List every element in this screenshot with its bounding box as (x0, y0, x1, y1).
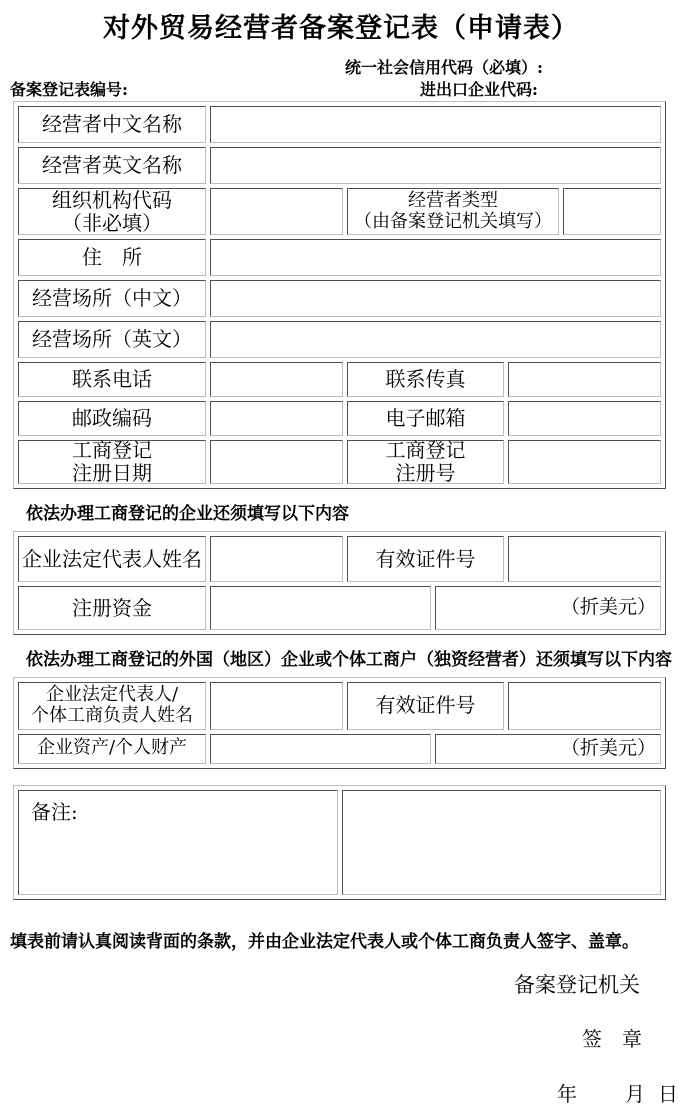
org-code-field[interactable] (210, 188, 343, 235)
legal-rep-name-label: 企业法定代表人姓名 (18, 536, 206, 582)
main-info-table (13, 101, 666, 489)
operator-cn-name-field[interactable] (210, 106, 661, 143)
org-code-label: 组织机构代码 （非必填） (18, 188, 206, 235)
id-number-field[interactable] (508, 536, 661, 582)
table-row (18, 734, 661, 764)
table-row (18, 106, 661, 143)
foreign-id-number-field[interactable] (508, 682, 661, 730)
registered-capital-label: 注册资金 (18, 586, 206, 630)
email-field[interactable] (508, 401, 661, 436)
assets-label: 企业资产/个人财产 (18, 734, 206, 764)
table-row (18, 536, 661, 582)
rep-or-owner-name-label: 企业法定代表人/ 个体工商负责人姓名 (18, 682, 206, 730)
rep-or-owner-name-field[interactable] (210, 682, 343, 730)
id-number-label: 有效证件号 (347, 536, 504, 582)
email-label: 电子邮箱 (347, 401, 504, 436)
address-label: 住 所 (18, 239, 206, 276)
operator-en-name-label: 经营者英文名称 (18, 147, 206, 184)
signature-seal-label: 签 章 (582, 1027, 642, 1052)
postcode-field[interactable] (210, 401, 343, 436)
reg-no-label: 工商登记 注册号 (347, 440, 504, 484)
table-row (18, 321, 661, 358)
enterprise-table (13, 531, 666, 635)
header-credit-code-row (0, 55, 682, 77)
premises-cn-field[interactable] (210, 280, 661, 317)
remarks-label: 备注: (31, 799, 78, 824)
remarks-table (13, 785, 666, 900)
fax-field[interactable] (508, 362, 661, 397)
capital-usd-field[interactable]: （折美元） (435, 586, 661, 630)
table-row (18, 147, 661, 184)
reg-date-field[interactable] (210, 440, 343, 484)
table-row (18, 188, 661, 235)
table-row (18, 586, 661, 630)
registration-form-page (0, 6, 682, 1107)
month-label: 月 (625, 1082, 645, 1107)
foreign-table (13, 677, 666, 769)
unified-credit-code-label: 统一社会信用代码（必填）: (345, 58, 543, 77)
day-label: 日 (658, 1082, 678, 1107)
postcode-label: 邮政编码 (18, 401, 206, 436)
page-title: 对外贸易经营者备案登记表（申请表） (103, 13, 579, 44)
foreign-section-heading: 依法办理工商登记的外国（地区）企业或个体工商户（独资经营者）还须填写以下内容 (26, 650, 672, 671)
table-row (18, 401, 661, 436)
table-row (18, 440, 661, 484)
table-row (18, 239, 661, 276)
reg-no-field[interactable] (508, 440, 661, 484)
registered-capital-field[interactable] (210, 586, 431, 630)
form-number-label: 备案登记表编号: (10, 80, 128, 99)
operator-type-field[interactable] (563, 188, 661, 235)
table-row (18, 790, 661, 895)
operator-cn-name-label: 经营者中文名称 (18, 106, 206, 143)
date-line (0, 1078, 682, 1107)
enterprise-section-heading: 依法办理工商登记的企业还须填写以下内容 (26, 504, 349, 524)
signing-instructions: 填表前请认真阅读背面的条款，并由企业法定代表人或个体工商负责人签字、盖章。 (10, 931, 639, 952)
table-row (18, 280, 661, 317)
assets-field[interactable] (210, 734, 431, 764)
remarks-extra-cell[interactable] (342, 790, 661, 895)
address-field[interactable] (210, 239, 661, 276)
year-label: 年 (557, 1082, 577, 1107)
assets-usd-field[interactable]: （折美元） (435, 734, 661, 764)
legal-rep-name-field[interactable] (210, 536, 343, 582)
import-export-code-label: 进出口企业代码: (420, 80, 538, 99)
table-row (18, 682, 661, 730)
foreign-id-number-label: 有效证件号 (347, 682, 504, 730)
fax-label: 联系传真 (347, 362, 504, 397)
remarks-cell[interactable] (18, 790, 338, 895)
registration-authority-label: 备案登记机关 (514, 973, 640, 998)
phone-label: 联系电话 (18, 362, 206, 397)
premises-en-label: 经营场所（英文） (18, 321, 206, 358)
phone-field[interactable] (210, 362, 343, 397)
operator-en-name-field[interactable] (210, 147, 661, 184)
table-row (18, 362, 661, 397)
header-codes-row (0, 77, 682, 99)
operator-type-label: 经营者类型 （由备案登记机关填写） (347, 188, 559, 235)
reg-date-label: 工商登记 注册日期 (18, 440, 206, 484)
premises-en-field[interactable] (210, 321, 661, 358)
premises-cn-label: 经营场所（中文） (18, 280, 206, 317)
